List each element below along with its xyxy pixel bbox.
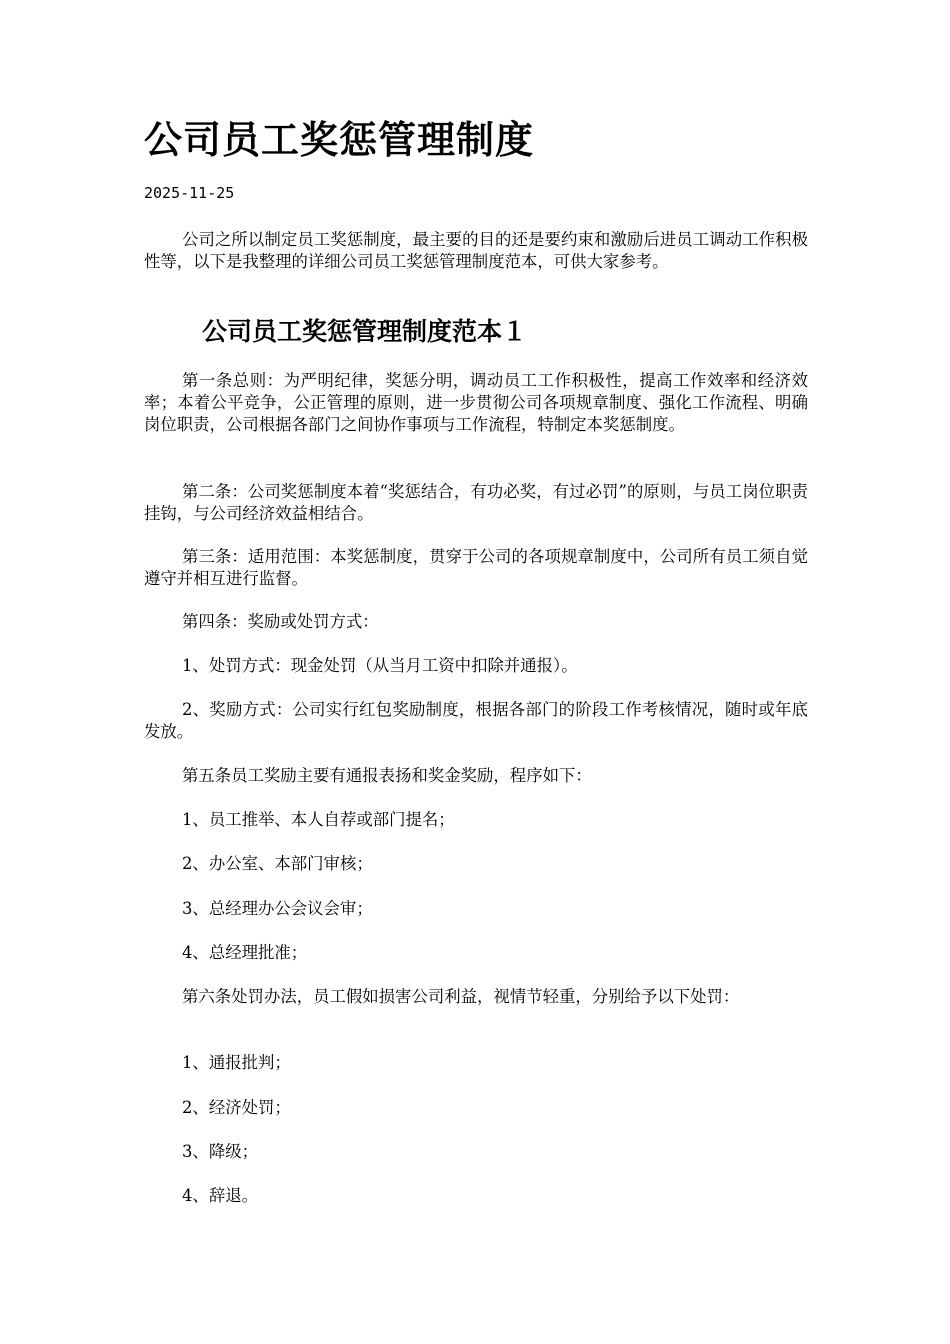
penalty-method-item: 1、处罚方式：现金处罚（从当月工资中扣除并通报）。 (182, 656, 578, 675)
article-4-paragraph: 第四条：奖励或处罚方式： (182, 612, 379, 631)
reward-step-2: 2、办公室、本部门审核； (182, 854, 373, 873)
intro-paragraph: 公司之所以制定员工奖惩制度，最主要的目的还是要约束和激励后进员工调动工作积极性等，以下是我整理的详细公司员工奖惩管理制度范本，可供大家参考。 (144, 230, 808, 271)
reward-step-1: 1、员工推举、本人自荐或部门提名； (182, 810, 455, 829)
article-2-paragraph: 第二条：公司奖惩制度本着“奖惩结合，有功必奖，有过必罚”的原则，与员工岗位职责挂钩，与公司经济效益相结合。 (144, 482, 808, 523)
penalty-item-3: 3、降级； (182, 1142, 258, 1161)
article-3-paragraph: 第三条：适用范围：本奖惩制度，贯穿于公司的各项规章制度中，公司所有员工须自觉遵守并相互进行监督。 (144, 547, 808, 588)
article-1-paragraph: 第一条总则：为严明纪律，奖惩分明，调动员工工作积极性，提高工作效率和经济效率；本着公平竞争，公正管理的原则，进一步贯彻公司各项规章制度、强化工作流程、明确岗位职责，公司根据各部门之间协作事项与工作流程，特制定本奖惩制度。 (144, 371, 808, 434)
reward-method-item: 2、奖励方式：公司实行红包奖励制度，根据各部门的阶段工作考核情况，随时或年底发放。 (144, 700, 808, 741)
article-5-paragraph: 第五条员工奖励主要有通报表扬和奖金奖励，程序如下： (182, 766, 592, 785)
reward-step-4: 4、总经理批准； (182, 943, 308, 962)
document-title: 公司员工奖惩管理制度 (144, 117, 535, 162)
article-6-paragraph: 第六条处罚办法，员工假如损害公司利益，视情节轻重，分别给予以下处罚： (182, 987, 740, 1006)
penalty-item-2: 2、经济处罚； (182, 1098, 291, 1117)
penalty-item-1: 1、通报批判； (182, 1053, 291, 1072)
section-title: 公司员工奖惩管理制度范本１ (202, 317, 528, 346)
reward-step-3: 3、总经理办公会议会审； (182, 899, 373, 918)
document-date: 2025-11-25 (144, 184, 235, 202)
penalty-item-4: 4、辞退。 (182, 1186, 258, 1205)
